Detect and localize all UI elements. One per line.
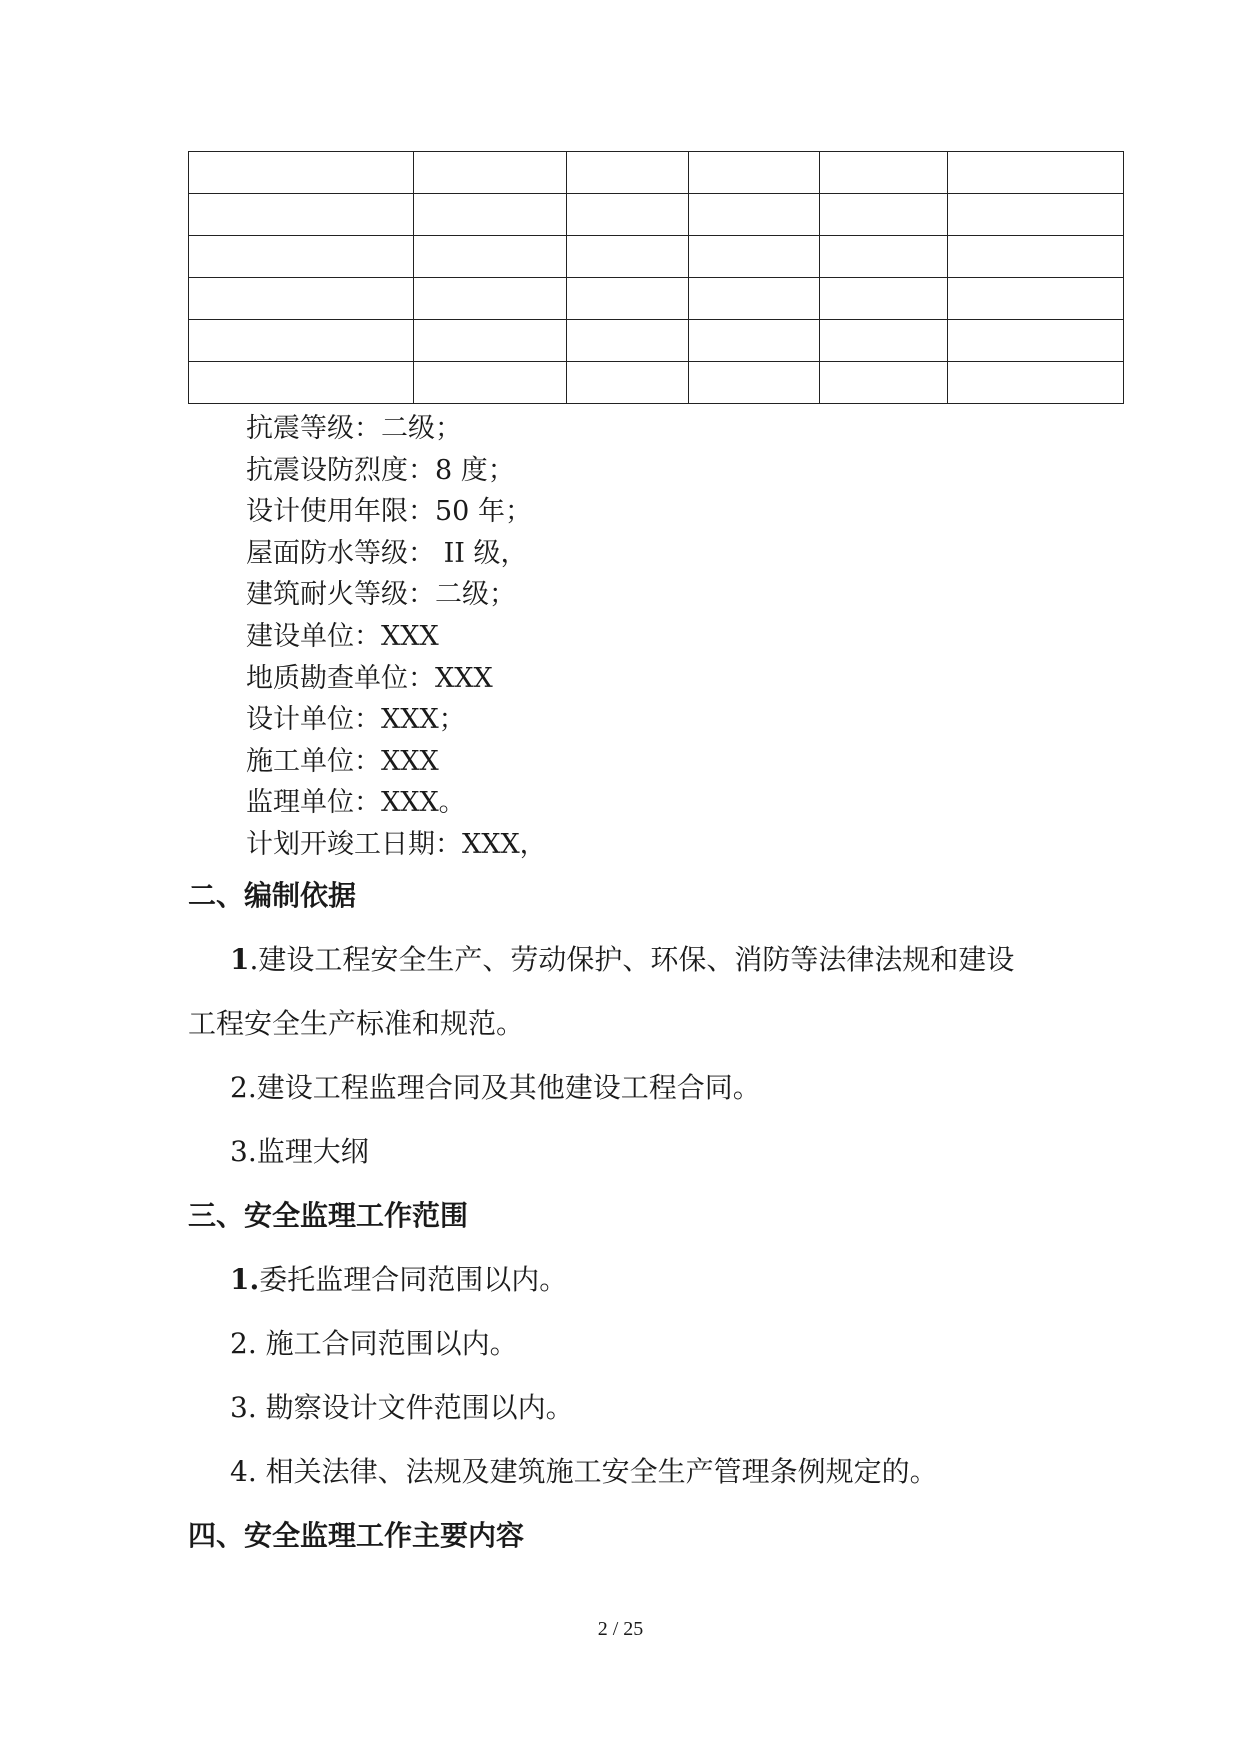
table-cell (820, 362, 948, 404)
table-cell (567, 236, 689, 278)
info-line-seismic-intensity: 抗震设防烈度：8 度； (246, 454, 515, 486)
table-cell (820, 152, 948, 194)
info-line-geological-survey-unit: 地质勘查单位：XXX (246, 662, 493, 694)
basis-item-1-continued: 工程安全生产标准和规范。 (188, 1007, 525, 1040)
table-cell (948, 320, 1124, 362)
table-cell (689, 236, 820, 278)
project-info-list (246, 408, 547, 866)
table-cell (948, 194, 1124, 236)
scope-item-4: 4. 相关法律、法规及建筑施工安全生产管理条例规定的。 (230, 1455, 938, 1488)
table-cell (567, 278, 689, 320)
blank-table (188, 151, 1124, 404)
table-cell (414, 278, 567, 320)
info-line-construction-unit: 建设单位：XXX (246, 620, 439, 652)
table-row (189, 320, 1124, 362)
table-cell (189, 320, 414, 362)
table-cell (414, 320, 567, 362)
table-cell (414, 236, 567, 278)
table-cell (189, 362, 414, 404)
table-row (189, 194, 1124, 236)
table-cell (414, 362, 567, 404)
info-line-roof-waterproof: 屋面防水等级： II 级， (246, 537, 528, 569)
table-cell (689, 278, 820, 320)
table-row (189, 362, 1124, 404)
info-line-design-unit: 设计单位：XXX； (246, 704, 466, 736)
section-heading-main-content: 四、安全监理工作主要内容 (188, 1519, 525, 1552)
table-cell (189, 278, 414, 320)
info-line-contractor-unit: 施工单位：XXX (246, 745, 439, 777)
table-cell (189, 236, 414, 278)
basis-item-1-number: 1 (230, 943, 250, 976)
table-cell (414, 194, 567, 236)
section-heading-basis: 二、编制依据 (188, 879, 357, 912)
table-cell (189, 152, 414, 194)
table-cell (189, 194, 414, 236)
table-cell (820, 320, 948, 362)
basis-item-1-text: .建设工程安全生产、劳动保护、环保、消防等法律法规和建设 (249, 943, 1015, 976)
info-line-schedule: 计划开竣工日期：XXX， (246, 828, 547, 860)
table-cell (567, 152, 689, 194)
table-cell (689, 194, 820, 236)
table-row (189, 278, 1124, 320)
table-cell (689, 320, 820, 362)
table-cell (567, 320, 689, 362)
table-cell (689, 152, 820, 194)
table-row (189, 236, 1124, 278)
table-cell (567, 194, 689, 236)
table-cell (948, 152, 1124, 194)
scope-item-3: 3. 勘察设计文件范围以内。 (230, 1391, 574, 1424)
table-cell (948, 236, 1124, 278)
table-cell (820, 236, 948, 278)
info-line-service-life: 设计使用年限：50 年； (246, 496, 532, 528)
info-line-supervision-unit: 监理单位：XXX。 (246, 787, 466, 819)
basis-item-1 (230, 940, 1014, 980)
table-cell (820, 194, 948, 236)
scope-item-1-number: 1. (230, 1263, 260, 1296)
basis-item-3: 3.监理大纲 (230, 1135, 369, 1168)
table-cell (820, 278, 948, 320)
table-cell (567, 362, 689, 404)
scope-item-1 (230, 1260, 567, 1300)
table-cell (948, 278, 1124, 320)
table-cell (689, 362, 820, 404)
basis-item-2: 2.建设工程监理合同及其他建设工程合同。 (230, 1071, 761, 1104)
table-row (189, 152, 1124, 194)
page-number: 2 / 25 (597, 1618, 644, 1640)
table-cell (948, 362, 1124, 404)
table-cell (414, 152, 567, 194)
section-heading-scope: 三、安全监理工作范围 (188, 1199, 469, 1232)
info-line-fire-resistance: 建筑耐火等级：二级； (246, 579, 516, 611)
scope-item-2: 2. 施工合同范围以内。 (230, 1327, 518, 1360)
info-line-seismic-grade: 抗震等级：二级； (246, 413, 462, 444)
scope-item-1-text: 委托监理合同范围以内。 (259, 1263, 568, 1296)
